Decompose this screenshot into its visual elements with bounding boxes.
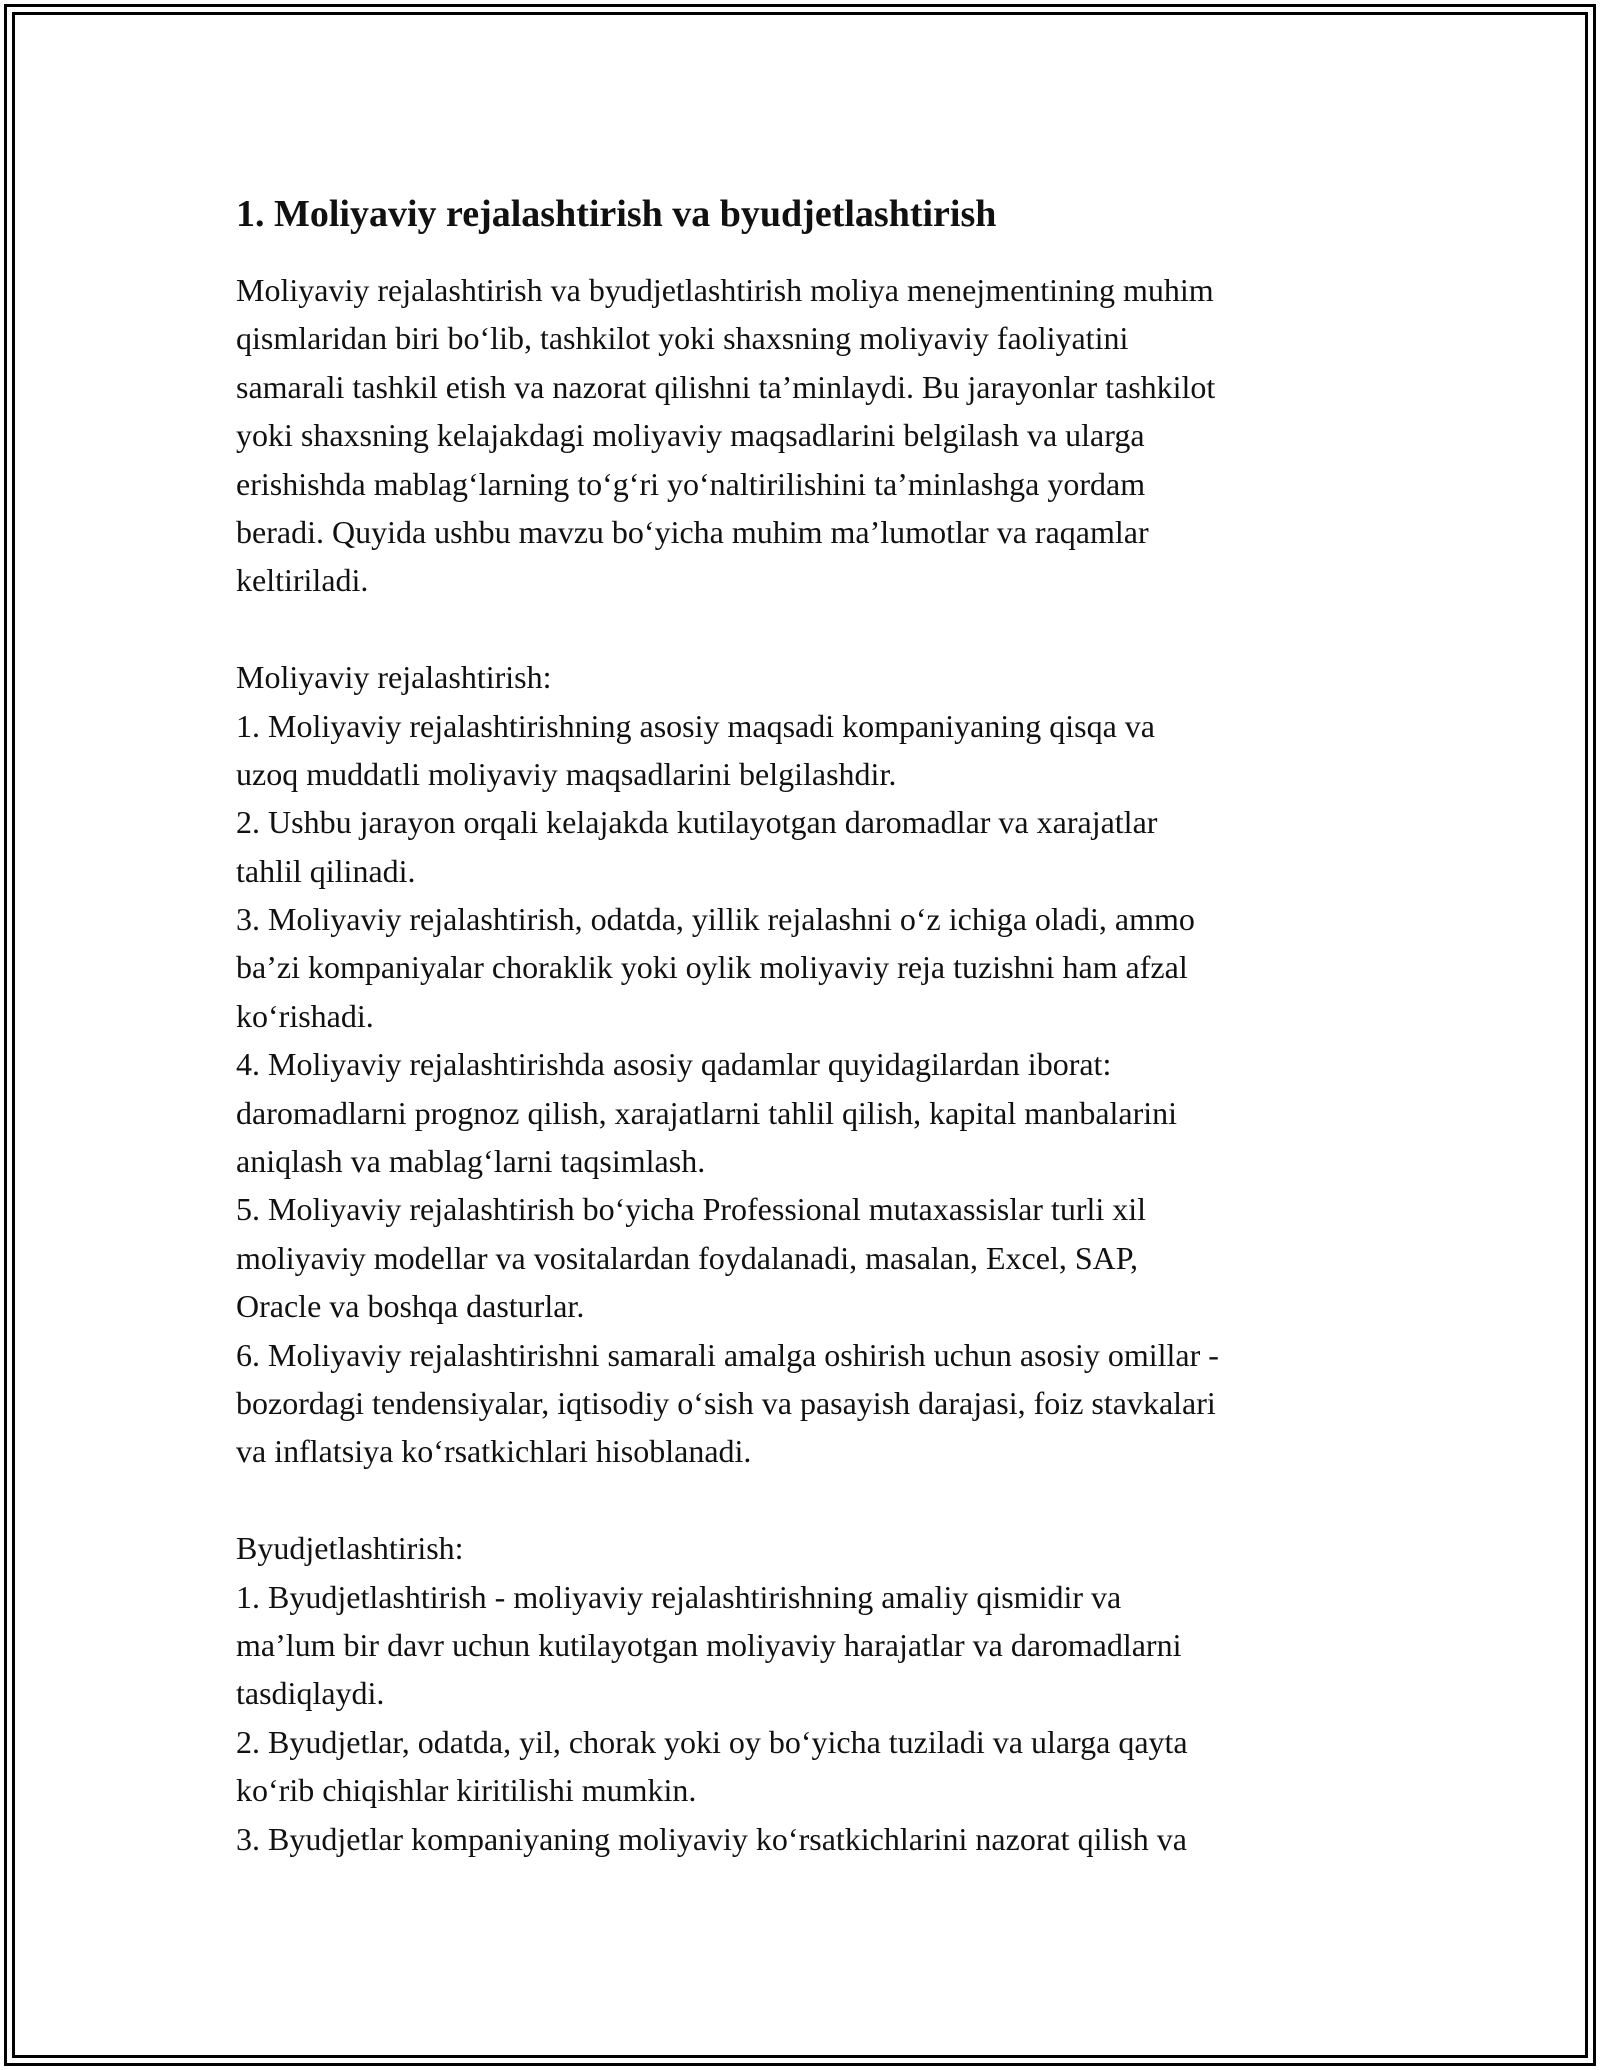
document-body <box>236 186 1416 1863</box>
text-line: samarali tashkil etish va nazorat qilishni ta’minlaydi. Bu jarayonlar tashkilot <box>236 368 1216 405</box>
text-line: va inflatsiya ko‘rsatkichlari hisoblanadi. <box>236 1433 752 1470</box>
text-line: 3. Moliyaviy rejalashtirish, odatda, yillik rejalashni o‘z ichiga oladi, ammo <box>236 901 1195 938</box>
text-line: beradi. Quyida ushbu mavzu bo‘yicha muhim ma’lumotlar va raqamlar <box>236 513 1149 550</box>
text-line: 5. Moliyaviy rejalashtirish bo‘yicha Professional mutaxassislar turli xil <box>236 1191 1147 1228</box>
text-line: tahlil qilinadi. <box>236 852 416 889</box>
intro-paragraph <box>236 266 1416 605</box>
text-line: yoki shaxsning kelajakdagi moliyaviy maqsadlarini belgilash va ularga <box>236 417 1145 454</box>
section-budgeting <box>236 1524 1416 1863</box>
section-financial-planning <box>236 653 1416 1476</box>
spacer <box>236 1476 1416 1524</box>
text-line: daromadlarni prognoz qilish, xarajatlarni tahlil qilish, kapital manbalarini <box>236 1094 1178 1131</box>
text-line: bozordagi tendensiyalar, iqtisodiy o‘sish va pasayish darajasi, foiz stavkalari <box>236 1384 1216 1421</box>
text-line: 1. Byudjetlashtirish - moliyaviy rejalashtirishning amaliy qismidir va <box>236 1578 1122 1615</box>
text-line: tasdiqlaydi. <box>236 1675 385 1712</box>
text-line: ba’zi kompaniyalar choraklik yoki oylik moliyaviy reja tuzishni ham afzal <box>236 949 1188 986</box>
text-line: ko‘rib chiqishlar kiritilishi mumkin. <box>236 1772 697 1809</box>
text-line: uzoq muddatli moliyaviy maqsadlarini belgilashdir. <box>236 755 897 792</box>
text-line: ma’lum bir davr uchun kutilayotgan moliyaviy harajatlar va daromadlarni <box>236 1626 1182 1663</box>
text-line: 3. Byudjetlar kompaniyaning moliyaviy ko‘rsatkichlarini nazorat qilish va <box>236 1820 1187 1857</box>
document-heading: 1. Moliyaviy rejalashtirish va byudjetlashtirish <box>236 193 997 235</box>
text-line: erishishda mablag‘larning to‘g‘ri yo‘naltirilishini ta’minlashga yordam <box>236 465 1146 502</box>
text-line: 1. Moliyaviy rejalashtirishning asosiy maqsadi kompaniyaning qisqa va <box>236 707 1155 744</box>
text-line: keltiriladi. <box>236 562 369 599</box>
text-line: aniqlash va mablag‘larni taqsimlash. <box>236 1143 706 1180</box>
text-line: Oracle va boshqa dasturlar. <box>236 1288 585 1325</box>
section-title: Byudjetlashtirish: <box>236 1530 464 1567</box>
text-line: 2. Ushbu jarayon orqali kelajakda kutilayotgan daromadlar va xarajatlar <box>236 804 1158 841</box>
section-title: Moliyaviy rejalashtirish: <box>236 659 552 696</box>
text-line: moliyaviy modellar va vositalardan foydalanadi, masalan, Excel, SAP, <box>236 1239 1138 1276</box>
text-line: 6. Moliyaviy rejalashtirishni samarali amalga oshirish uchun asosiy omillar - <box>236 1336 1219 1373</box>
text-line: qismlaridan biri bo‘lib, tashkilot yoki shaxsning moliyaviy faoliyatini <box>236 320 1129 357</box>
text-line: Moliyaviy rejalashtirish va byudjetlashtirish moliya menejmentining muhim <box>236 272 1214 308</box>
text-line: 2. Byudjetlar, odatda, yil, chorak yoki oy bo‘yicha tuziladi va ularga qayta <box>236 1723 1188 1760</box>
text-line: 4. Moliyaviy rejalashtirishda asosiy qadamlar quyidagilardan iborat: <box>236 1046 1112 1083</box>
spacer <box>236 605 1416 653</box>
text-line: ko‘rishadi. <box>236 997 374 1034</box>
